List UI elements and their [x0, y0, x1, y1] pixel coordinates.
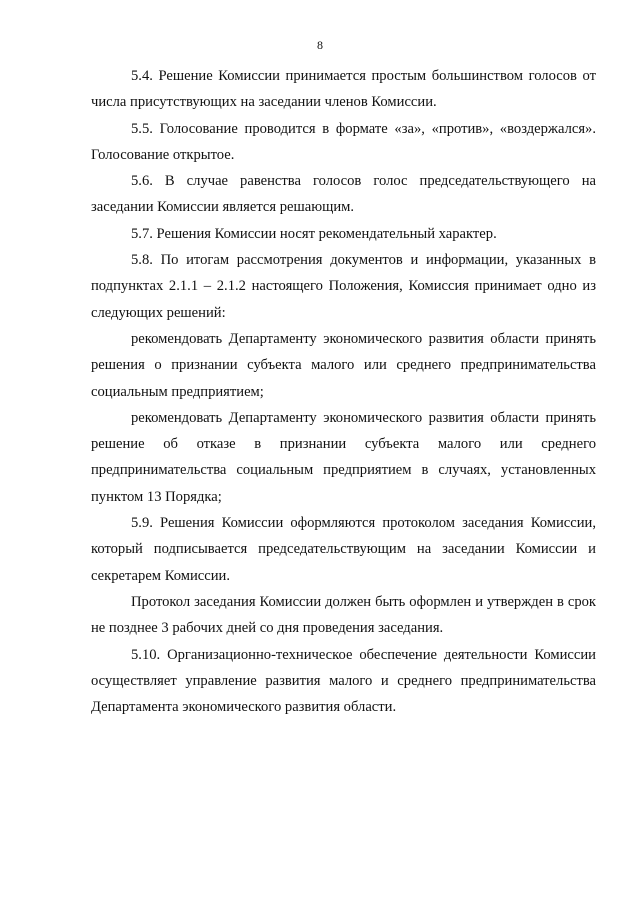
list-item-decision-recognize: рекомендовать Департаменту экономического развития области принять решения о признании субъекта малого или среднего предпринимательства социальным предприятием;: [91, 330, 596, 400]
paragraph-5-7: 5.7. Решения Комиссии носят рекомендательный характер.: [131, 225, 497, 242]
paragraph-5-4: 5.4. Решение Комиссии принимается простым большинством голосов от числа присутствующих на заседании членов Комиссии.: [91, 68, 596, 111]
paragraph-protocol: Протокол заседания Комиссии должен быть оформлен и утвержден в срок не позднее 3 рабочих дней со дня проведения заседания.: [91, 593, 596, 637]
list-item-decision-refuse: рекомендовать Департаменту экономического развития области принять решение об отказе в признании субъекта малого или среднего предпринимательства социальным предприятием в случаях, установленных пунктом 13 Порядка;: [91, 409, 596, 505]
document-body: [91, 63, 596, 720]
paragraph-5-8: 5.8. По итогам рассмотрения документов и информации, указанных в подпунктах 2.1.1 – 2.1.2 настоящего Положения, Комиссия принимает одно из следующих решений:: [91, 252, 596, 321]
paragraph-5-10: 5.10. Организационно-техническое обеспечение деятельности Комиссии осуществляет управление развития малого и среднего предпринимательства Департамента экономического развития области.: [91, 646, 596, 716]
paragraph-5-5: 5.5. Голосование проводится в формате «за», «против», «воздержался». Голосование открытое.: [91, 120, 596, 163]
page-number: 8: [317, 38, 323, 52]
paragraph-5-9: 5.9. Решения Комиссии оформляются протоколом заседания Комиссии, который подписывается председательствующим на заседании Комиссии и секретарем Комиссии.: [91, 515, 596, 584]
paragraph-5-6: 5.6. В случае равенства голосов голос председательствующего на заседании Комиссии является решающим.: [91, 173, 596, 216]
